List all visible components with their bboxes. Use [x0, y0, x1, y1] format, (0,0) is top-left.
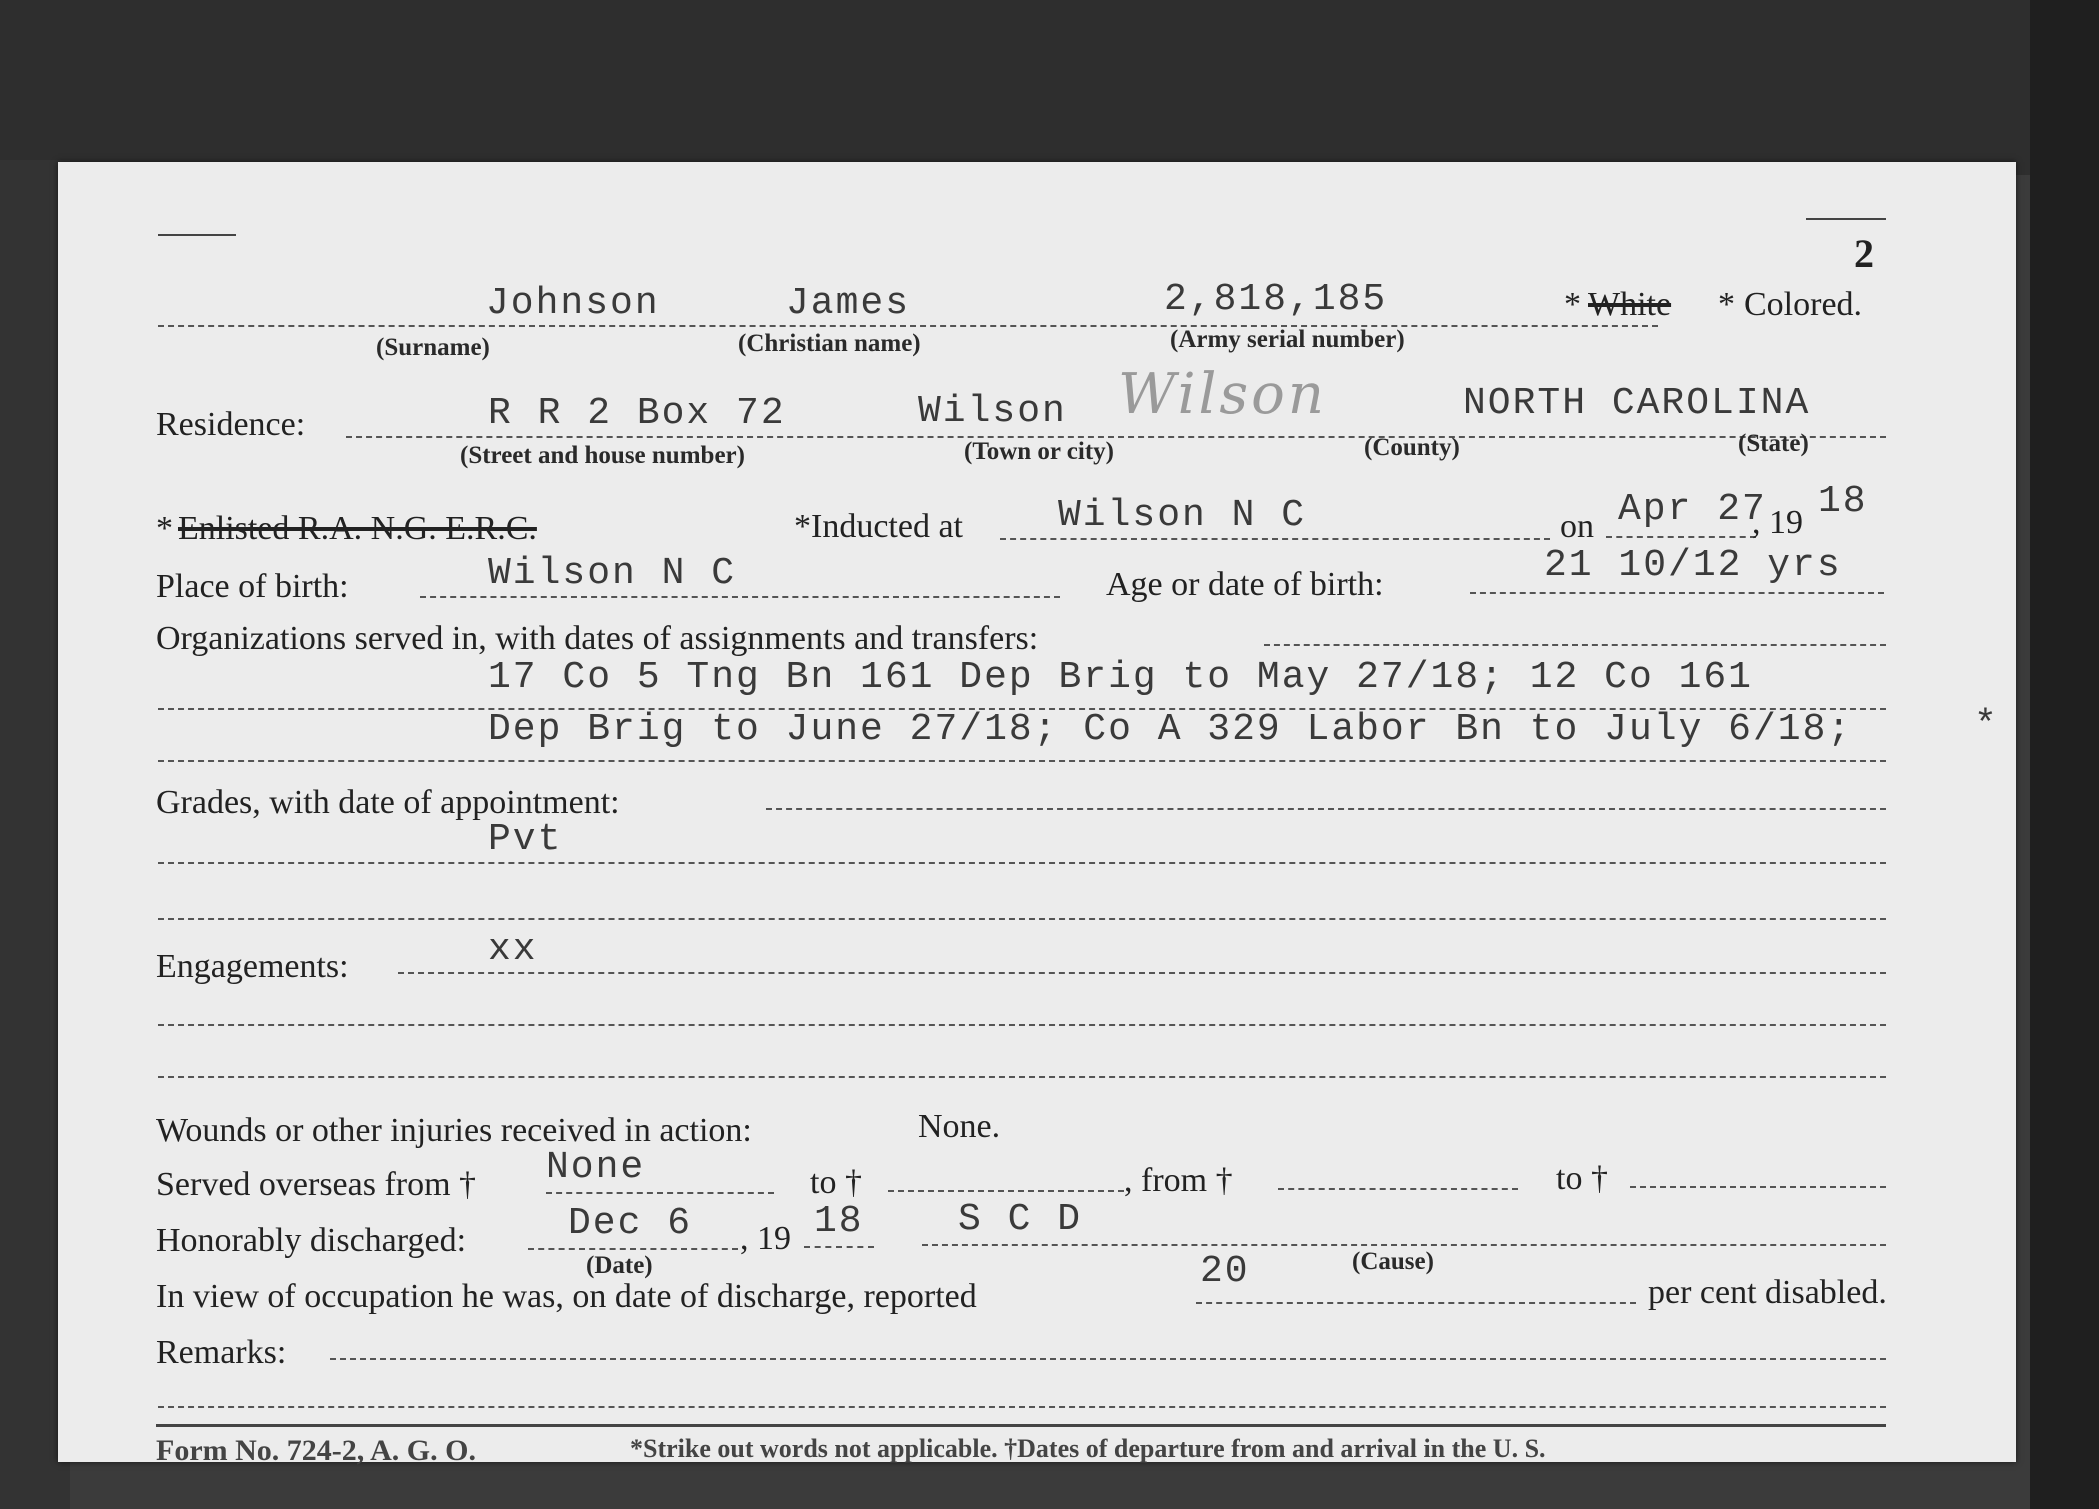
footer-note: *Strike out words not applicable. †Dates of departure from and arrival in the U. S. — [630, 1434, 1546, 1463]
engagements-value: xx — [488, 928, 538, 971]
place-of-birth-value: Wilson N C — [488, 552, 737, 595]
wounds-value: None. — [918, 1108, 1001, 1145]
enlisted-asterisk: * — [156, 510, 173, 547]
surname-caption: (Surname) — [376, 334, 490, 361]
engagements-line-0 — [398, 972, 1886, 974]
remarks-line-1 — [158, 1406, 1886, 1408]
residence-town-value: Wilson — [918, 390, 1067, 433]
race-asterisk-b: * — [1718, 286, 1735, 323]
overseas-from-line — [546, 1192, 774, 1194]
scan-background-top — [0, 0, 2099, 175]
wounds-label: Wounds or other injuries received in action: — [156, 1112, 752, 1149]
inducted-label: *Inducted at — [794, 508, 963, 545]
race-white-struck: White — [1588, 286, 1672, 323]
discharged-cause-line — [922, 1244, 1886, 1246]
grades-value: Pvt — [488, 818, 563, 861]
overseas-from2-line — [1278, 1188, 1518, 1190]
discharged-date-value: Dec 6 — [568, 1202, 693, 1245]
surname-value: Johnson — [486, 282, 660, 325]
residence-label: Residence: — [156, 406, 306, 443]
serial-number-caption: (Army serial number) — [1170, 326, 1405, 353]
organizations-value-2: Dep Brig to June 27/18; Co A 329 Labor Bn to July 6/18; — [488, 708, 1853, 751]
street-caption: (Street and house number) — [460, 442, 745, 469]
form-number: Form No. 724-2, A. G. O. — [156, 1434, 476, 1467]
christian-name-value: James — [786, 282, 911, 325]
overseas-from2-label: , from † — [1124, 1162, 1233, 1199]
service-record-card — [58, 162, 2016, 1467]
overseas-label: Served overseas from † — [156, 1166, 477, 1203]
scan-background-right — [2030, 0, 2099, 1509]
organizations-line-2 — [158, 760, 1886, 762]
overseas-to2-label: to † — [1556, 1160, 1608, 1197]
inducted-year-value: 18 — [1818, 480, 1868, 523]
organizations-value-1: 17 Co 5 Tng Bn 161 Dep Brig to May 27/18; 12 Co 161 — [488, 656, 1753, 699]
disability-label-end: per cent disabled. — [1648, 1274, 1887, 1311]
residence-state-value: NORTH CAROLINA — [1463, 382, 1811, 425]
christian-name-caption: (Christian name) — [738, 330, 921, 357]
discharged-cause-caption: (Cause) — [1352, 1248, 1434, 1275]
discharged-year-line — [804, 1246, 874, 1248]
inducted-place-line — [1000, 538, 1550, 540]
place-of-birth-line — [420, 596, 1060, 598]
town-caption: (Town or city) — [964, 438, 1114, 465]
inducted-date-line — [1606, 536, 1756, 538]
discharged-year-prefix: , 19 — [740, 1220, 791, 1257]
organizations-label: Organizations served in, with dates of assignments and transfers: — [156, 620, 1039, 657]
inducted-date-value: Apr 27 — [1618, 488, 1767, 531]
overseas-to-line — [888, 1190, 1124, 1192]
race-asterisk-a: * — [1564, 286, 1581, 323]
name-line — [158, 325, 1658, 327]
county-caption: (County) — [1364, 434, 1460, 461]
residence-line — [346, 436, 1886, 438]
overseas-from-value: None — [546, 1146, 646, 1189]
state-caption: (State) — [1738, 430, 1809, 457]
residence-street-value: R R 2 Box 72 — [488, 392, 786, 435]
engagements-line-2 — [158, 1076, 1886, 1078]
place-of-birth-label: Place of birth: — [156, 568, 349, 605]
age-label: Age or date of birth: — [1106, 566, 1384, 603]
overseas-to2-line — [1630, 1186, 1886, 1188]
disability-percent-line — [1196, 1302, 1636, 1304]
discharged-label: Honorably discharged: — [156, 1222, 467, 1259]
inducted-place-value: Wilson N C — [1058, 494, 1307, 537]
top-right-rule — [1806, 218, 1886, 220]
grades-line-1 — [158, 862, 1886, 864]
discharged-cause-value: S C D — [958, 1198, 1083, 1241]
race-colored: Colored. — [1744, 286, 1863, 323]
overseas-to-label: to † — [810, 1164, 862, 1201]
engagements-line-1 — [158, 1024, 1886, 1026]
inducted-year-prefix: , 19 — [1752, 504, 1803, 541]
discharged-year-value: 18 — [814, 1200, 864, 1243]
age-line — [1470, 592, 1884, 594]
disability-label: In view of occupation he was, on date of discharge, reported — [156, 1278, 977, 1315]
top-left-rule — [158, 234, 236, 236]
discharged-date-caption: (Date) — [586, 1252, 653, 1279]
footer-rule — [156, 1424, 1886, 1427]
organizations-continued-mark: * — [1974, 704, 1997, 747]
enlisted-struck-text: Enlisted R.A. N.G. E.R.C. — [178, 510, 537, 547]
serial-number-value: 2,818,185 — [1164, 278, 1388, 321]
grades-label: Grades, with date of appointment: — [156, 784, 620, 821]
disability-percent-value: 20 — [1200, 1250, 1250, 1293]
organizations-line-0 — [1264, 644, 1886, 646]
page-number: 2 — [1854, 231, 1874, 276]
engagements-label: Engagements: — [156, 948, 349, 985]
remarks-label: Remarks: — [156, 1334, 287, 1371]
residence-county-handwritten: Wilson — [1118, 362, 1327, 427]
grades-line-2 — [158, 918, 1886, 920]
grades-line-0 — [766, 808, 1886, 810]
age-value: 21 10/12 yrs — [1544, 544, 1842, 587]
inducted-on-label: on — [1560, 508, 1594, 545]
remarks-line-0 — [330, 1358, 1886, 1360]
discharged-date-line — [528, 1248, 738, 1250]
